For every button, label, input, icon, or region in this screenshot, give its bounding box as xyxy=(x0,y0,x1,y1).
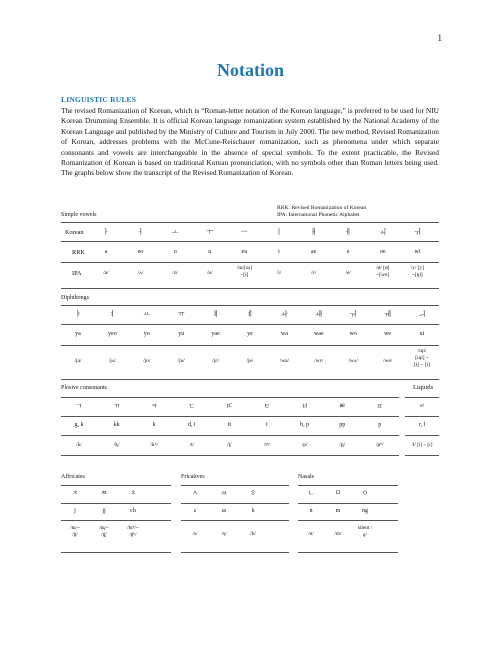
diphthong-rrk: yae xyxy=(211,331,220,337)
diphthong-korean: ㅒ xyxy=(212,310,219,318)
diphthong-ipa: /wa/ xyxy=(279,358,290,364)
diphthong-korean: ㅞ xyxy=(384,310,391,318)
nasals-korean: ㄴ xyxy=(307,489,315,497)
divider xyxy=(405,455,439,456)
plosive-rrk: p xyxy=(378,422,382,428)
vowel-ipa: /i/ xyxy=(276,270,282,276)
diphthong-ipa: /ɰi/ [ɰi] ~ [ɨ] ~ [i] xyxy=(414,348,430,368)
fricatives-label: Fricatives xyxy=(181,474,205,480)
affricates-ipa: /tɕ/~ /ʧ/ xyxy=(70,525,80,538)
simple-vowels-label: Simple vowels xyxy=(61,212,97,218)
divider xyxy=(61,222,439,223)
divider xyxy=(61,485,171,486)
intro-paragraph: The revised Romanization of Korean, which is “Roman-letter notation of the Korean language,” is preferred to be used for NIU Korean Drumming Ensemble. It is official Korean language romanization system established by the National Academy of the Korean Language and published by the Ministry of Culture and Tourism in July 2000. The new method, Revised Romanization of Korean, addresses problems with the McCune-Reischauer romanization, such as phenomena under which separate consonants and vowels are interchangeable in the absence of special symbols. To the extent practicable, the Revised Romanization of Korean is based on traditional Korean pronunciation, with no symbols other than Roman letters being used. The graphs below show the transcript of the Revised Romanization of Korean. xyxy=(61,106,439,178)
korean-row-label: Korean xyxy=(65,229,84,236)
affricates-rrk: j xyxy=(74,508,76,514)
vowel-rrk: wi xyxy=(414,249,421,255)
plosive-korean: ㅌ xyxy=(263,402,271,410)
plosive-ipa: /t͈/ xyxy=(227,442,232,448)
diphthong-korean: ㅖ xyxy=(246,310,254,318)
vowel-ipa: /ø/ [ø] ~[we] xyxy=(376,265,390,278)
plosive-rrk: kk xyxy=(113,422,120,428)
vowel-ipa: /a/ xyxy=(103,270,109,276)
fricatives-rrk: ss xyxy=(221,508,227,514)
nasals-ipa: silent / ŋ/ xyxy=(357,525,373,538)
nasals-rrk: n xyxy=(309,508,313,514)
diphthong-rrk: we xyxy=(384,331,392,337)
diphthong-korean: ㅕ xyxy=(109,310,116,318)
affricates-rrk: ch xyxy=(130,508,136,514)
divider xyxy=(61,455,399,456)
vowel-korean: ㅜ xyxy=(206,228,214,236)
vowel-korean: ㅣ xyxy=(275,228,283,236)
plosive-rrk: t xyxy=(266,422,268,428)
divider xyxy=(61,345,439,346)
divider xyxy=(298,503,398,504)
plosive-korean: ㄸ xyxy=(226,402,233,410)
vowel-rrk: o xyxy=(173,249,177,255)
diphthong-korean: ㅛ xyxy=(143,310,151,318)
fricatives-ipa: /s͈/ xyxy=(221,531,227,537)
legend-ipa: IPA: International Phonetic Alphabet xyxy=(277,212,360,219)
legend-rrk: RRK: Revised Romanization of Korean xyxy=(277,205,367,211)
diphthongs-label: Diphthongs xyxy=(61,295,90,301)
nasals-ipa: /n/ xyxy=(308,531,314,537)
plosive-ipa: /k͈/ xyxy=(113,442,120,448)
page-title: Notation xyxy=(217,60,284,80)
divider xyxy=(61,324,439,325)
plosive-ipa: /pʰ/ xyxy=(375,442,384,448)
section-heading: LINGUISTIC RULES xyxy=(61,95,137,104)
plosive-korean: ㅍ xyxy=(376,402,384,410)
divider xyxy=(61,416,399,417)
diphthong-ipa: /ju/ xyxy=(177,358,185,364)
nasals-rrk: m xyxy=(335,508,341,514)
divider xyxy=(405,416,439,417)
vowel-rrk: i xyxy=(278,249,280,255)
plosive-ipa: /tʰ/ xyxy=(263,442,271,448)
divider xyxy=(181,485,289,486)
vowel-rrk: u xyxy=(208,249,212,255)
nasals-label: Nasals xyxy=(298,474,314,480)
diphthong-korean: ㅑ xyxy=(74,310,82,318)
plosive-rrk: k xyxy=(152,422,156,428)
affricates-rrk: jj xyxy=(102,508,106,514)
vowel-ipa: /u/ xyxy=(206,270,213,276)
diphthong-ipa: /jɛ/ xyxy=(212,358,219,364)
plosive-rrk: tt xyxy=(227,422,232,428)
fricatives-korean: ㅅ xyxy=(191,489,199,497)
vowel-korean: ㅐ xyxy=(310,228,317,236)
diphthong-rrk: ui xyxy=(419,331,425,337)
divider xyxy=(61,552,171,553)
fricatives-korean: ㅎ xyxy=(249,489,257,497)
plosive-rrk: d, t xyxy=(187,422,196,428)
vowel-rrk: eu xyxy=(241,249,248,255)
diphthong-rrk: yo xyxy=(143,331,150,337)
divider xyxy=(181,520,289,521)
divider xyxy=(405,435,439,436)
diphthong-rrk: yeo xyxy=(108,331,117,337)
divider xyxy=(61,435,399,436)
plosive-ipa: /k/ xyxy=(76,442,82,448)
plosive-korean: ㅂ xyxy=(301,402,308,410)
plosive-ipa: /p͈/ xyxy=(339,442,346,448)
nasals-korean: ㅁ xyxy=(334,489,342,497)
diphthong-korean: ㅘ xyxy=(281,310,288,318)
vowel-ipa: /y/ [y] ~[ɥi] xyxy=(410,265,425,278)
legend xyxy=(277,205,366,220)
plosive-korean: ㄱ xyxy=(75,402,83,410)
affricates-korean: ㅉ xyxy=(100,489,108,497)
fricatives-rrk: h xyxy=(251,508,255,514)
affricates-ipa: /tɕʰ/~ /ʧʰ/ xyxy=(127,525,139,538)
plosive-rrk: g, k xyxy=(74,422,84,428)
nasals-korean: ㅇ xyxy=(361,489,369,497)
nasals-rrk: ng xyxy=(362,508,368,514)
plosive-korean: ㄷ xyxy=(188,402,196,410)
diphthong-rrk: wae xyxy=(313,331,324,337)
vowel-rrk: oe xyxy=(379,249,386,255)
plosive-korean: ㄲ xyxy=(113,402,120,410)
diphthong-korean: ㅠ xyxy=(177,310,185,318)
diphthong-korean: ㅢ xyxy=(418,310,426,318)
ipa-row-label: IPA xyxy=(72,270,82,277)
diphthong-korean: ㅙ xyxy=(315,310,323,318)
vowel-ipa: /ʌ/ xyxy=(137,270,144,276)
diphthong-ipa: /jʌ/ xyxy=(108,358,116,364)
plosive-ipa: /kʰ/ xyxy=(150,442,159,448)
vowel-korean: ㅡ xyxy=(241,228,248,236)
vowel-korean: ㅗ xyxy=(171,228,179,236)
diphthong-rrk: wo xyxy=(349,331,357,337)
affricates-ipa: /tɕ͈/~ /ʧ͈/ xyxy=(99,525,109,538)
vowel-rrk: a xyxy=(104,249,108,255)
vowel-korean: ㅟ xyxy=(414,228,421,236)
vowel-korean: ㅚ xyxy=(379,228,387,236)
divider xyxy=(61,288,439,289)
diphthong-ipa: /we/ xyxy=(382,358,393,364)
rrk-row-label: RRK xyxy=(72,249,85,256)
fricatives-ipa: /s/ xyxy=(192,531,198,537)
vowel-korean: ㅓ xyxy=(137,228,144,236)
diphthong-rrk: yu xyxy=(178,331,185,337)
divider xyxy=(61,520,171,521)
plosive-rrk: pp xyxy=(339,422,346,428)
vowel-ipa: /ɛ/ xyxy=(310,270,317,276)
divider xyxy=(181,552,289,553)
diphthong-korean: ㅝ xyxy=(349,310,357,318)
vowel-ipa: /e/ xyxy=(345,270,351,276)
divider xyxy=(61,241,439,242)
diphthong-rrk: wa xyxy=(280,331,288,337)
divider xyxy=(298,552,398,553)
plosives-label: Plosive consonants xyxy=(61,385,107,391)
vowel-ipa: /ɯ/[ɯ] ~[ɨ] xyxy=(236,265,252,278)
plosive-korean: ㅃ xyxy=(338,402,346,410)
divider xyxy=(61,397,399,398)
vowel-ipa: /o/ xyxy=(172,270,179,276)
liquid-ipa: /l/ [l] ~ [ɾ] xyxy=(411,442,433,448)
nasals-ipa: /m/ xyxy=(334,531,342,537)
affricates-korean: ㅈ xyxy=(71,489,79,497)
fricatives-rrk: s xyxy=(193,508,197,514)
plosive-ipa: /p/ xyxy=(301,442,308,448)
vowel-korean: ㅏ xyxy=(102,228,110,236)
liquid-korean: ㄹ xyxy=(419,404,425,410)
divider xyxy=(298,485,398,486)
plosive-korean: ㅋ xyxy=(150,402,158,410)
divider xyxy=(61,262,439,263)
divider xyxy=(405,397,439,398)
vowel-rrk: e xyxy=(346,249,350,255)
diphthong-ipa: /ja/ xyxy=(74,358,82,364)
divider xyxy=(298,520,398,521)
plosive-rrk: b, p xyxy=(300,422,310,428)
liquids-label: Liquids xyxy=(413,384,434,391)
page-number: 1 xyxy=(437,33,442,43)
affricates-label: Affricates xyxy=(61,474,85,480)
vowel-rrk: eo xyxy=(137,249,144,255)
affricates-korean: ㅊ xyxy=(129,489,137,497)
liquid-rrk: r, l xyxy=(418,422,426,428)
vowel-rrk: ae xyxy=(310,249,317,255)
fricatives-korean: ㅆ xyxy=(220,489,228,497)
plosive-ipa: /t/ xyxy=(189,442,195,448)
divider xyxy=(181,503,289,504)
diphthong-ipa: /je/ xyxy=(246,358,254,364)
divider xyxy=(61,305,439,306)
diphthong-ipa: /jo/ xyxy=(143,358,151,364)
diphthong-ipa: /wʌ/ xyxy=(348,358,358,364)
fricatives-ipa: /h/ xyxy=(250,531,256,537)
divider xyxy=(61,503,171,504)
diphthong-rrk: ya xyxy=(75,331,81,337)
vowel-korean: ㅔ xyxy=(344,228,352,236)
diphthong-rrk: ye xyxy=(247,331,253,337)
divider xyxy=(61,379,439,380)
diphthong-ipa: /wɛ/ xyxy=(314,358,324,364)
